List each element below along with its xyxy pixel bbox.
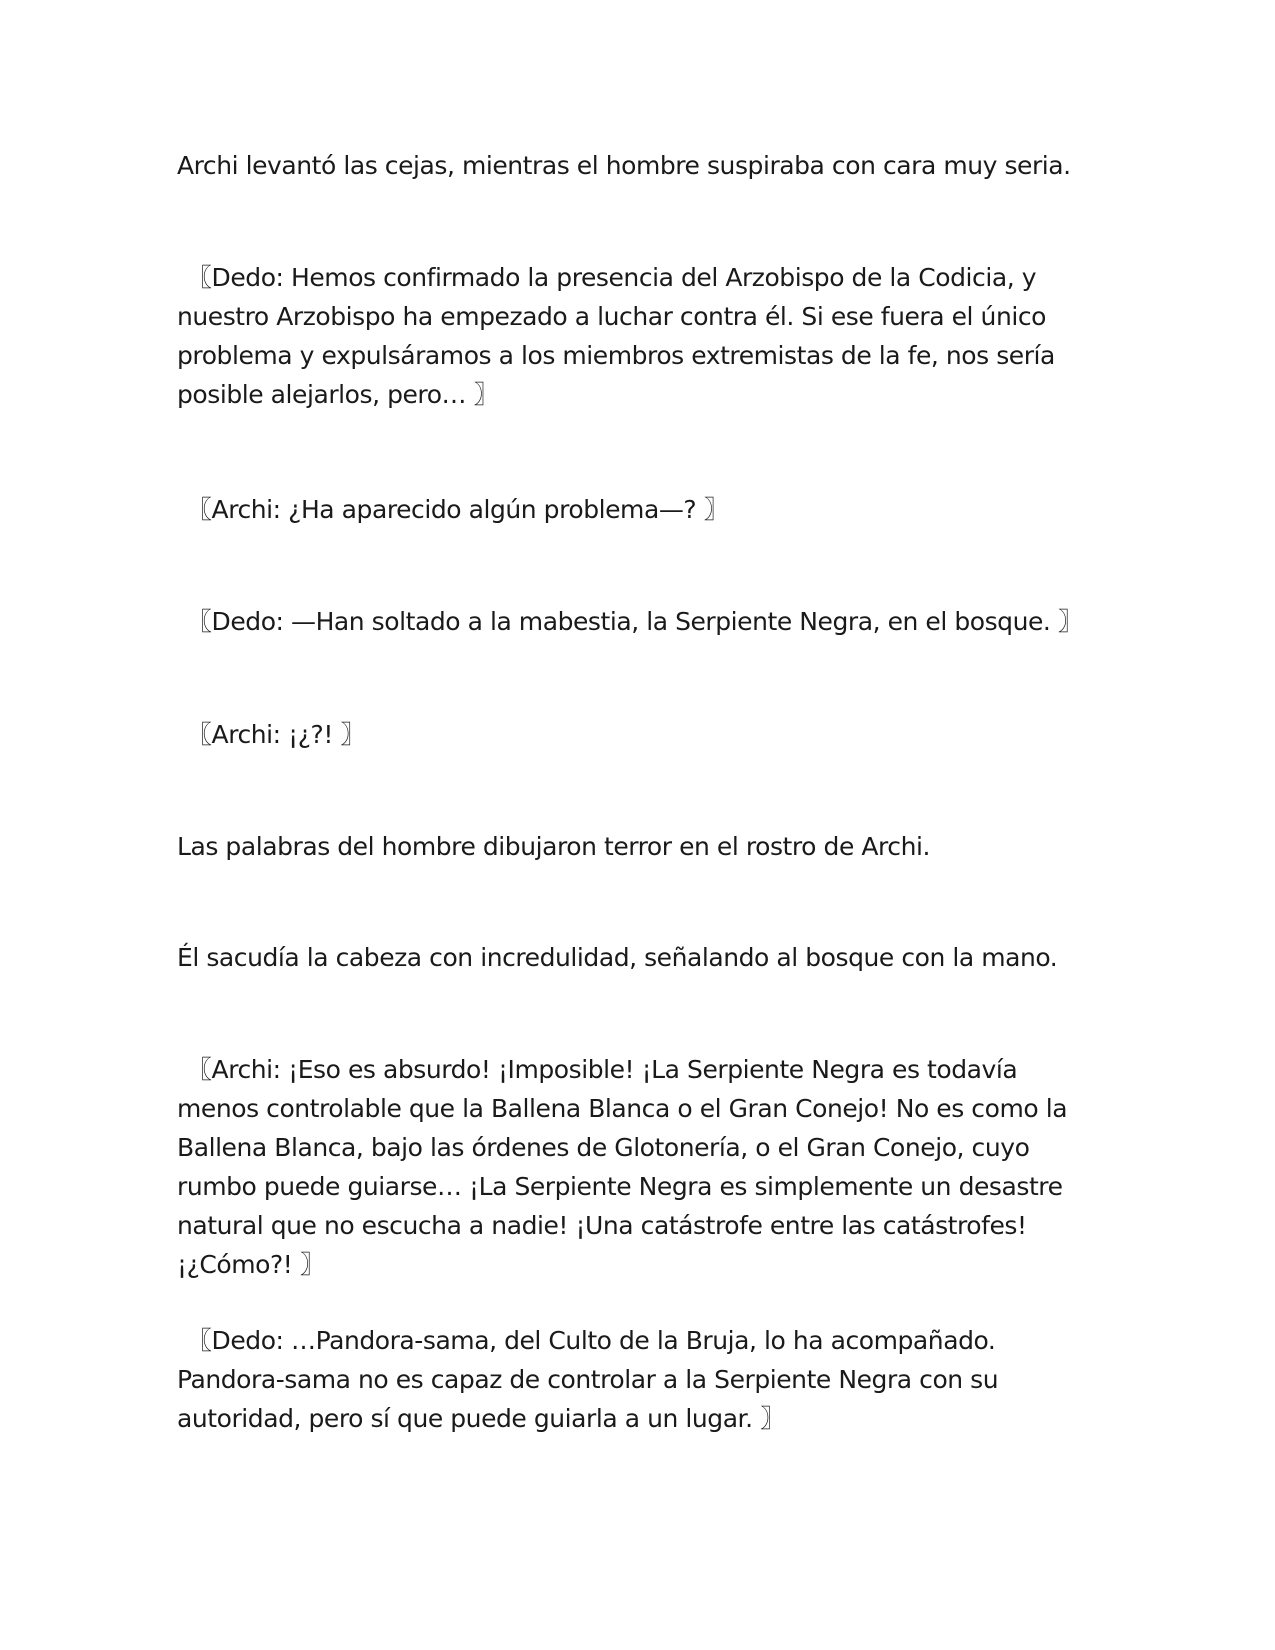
dialogue-paragraph: 〖Dedo: —Han soltado a la mabestia, la Serpiente Negra, en el bosque. 〗: [187, 607, 1083, 636]
narration-paragraph: Él sacudía la cabeza con incredulidad, señalando al bosque con la mano.: [177, 943, 1058, 972]
dialogue-paragraph: 〖Dedo: …Pandora-sama, del Culto de la Bruja, lo ha acompañado. Pandora-sama no es capaz de controlar a la Serpiente Negra con su autoridad, pero sí que puede guiarla a un lugar. 〗: [177, 1326, 999, 1433]
narration-paragraph: Archi levantó las cejas, mientras el hombre suspiraba con cara muy seria.: [177, 151, 1071, 180]
dialogue-paragraph: 〖Dedo: Hemos confirmado la presencia del Arzobispo de la Codicia, y nuestro Arzobispo ha empezado a luchar contra él. Si ese fuera el único problema y expulsáramos a los miembros extremistas de la fe, nos sería posible alejarlos, pero… 〗: [177, 263, 1055, 409]
dialogue-paragraph: 〖Archi: ¿Ha aparecido algún problema—? 〗: [187, 495, 729, 524]
narration-paragraph: Las palabras del hombre dibujaron terror en el rostro de Archi.: [177, 832, 930, 861]
dialogue-paragraph: 〖Archi: ¡¿?! 〗: [187, 720, 365, 749]
dialogue-paragraph: 〖Archi: ¡Eso es absurdo! ¡Imposible! ¡La Serpiente Negra es todavía menos controlable que la Ballena Blanca o el Gran Conejo! No es como la Ballena Blanca, bajo las órdenes de Glotonería, o el Gran Conejo, cuyo rumbo puede guiarse… ¡La Serpiente Negra es simplemente un desastre natural que no escucha a nadie! ¡Una catástrofe entre las catástrofes! ¡¿Cómo?! 〗: [177, 1055, 1068, 1279]
